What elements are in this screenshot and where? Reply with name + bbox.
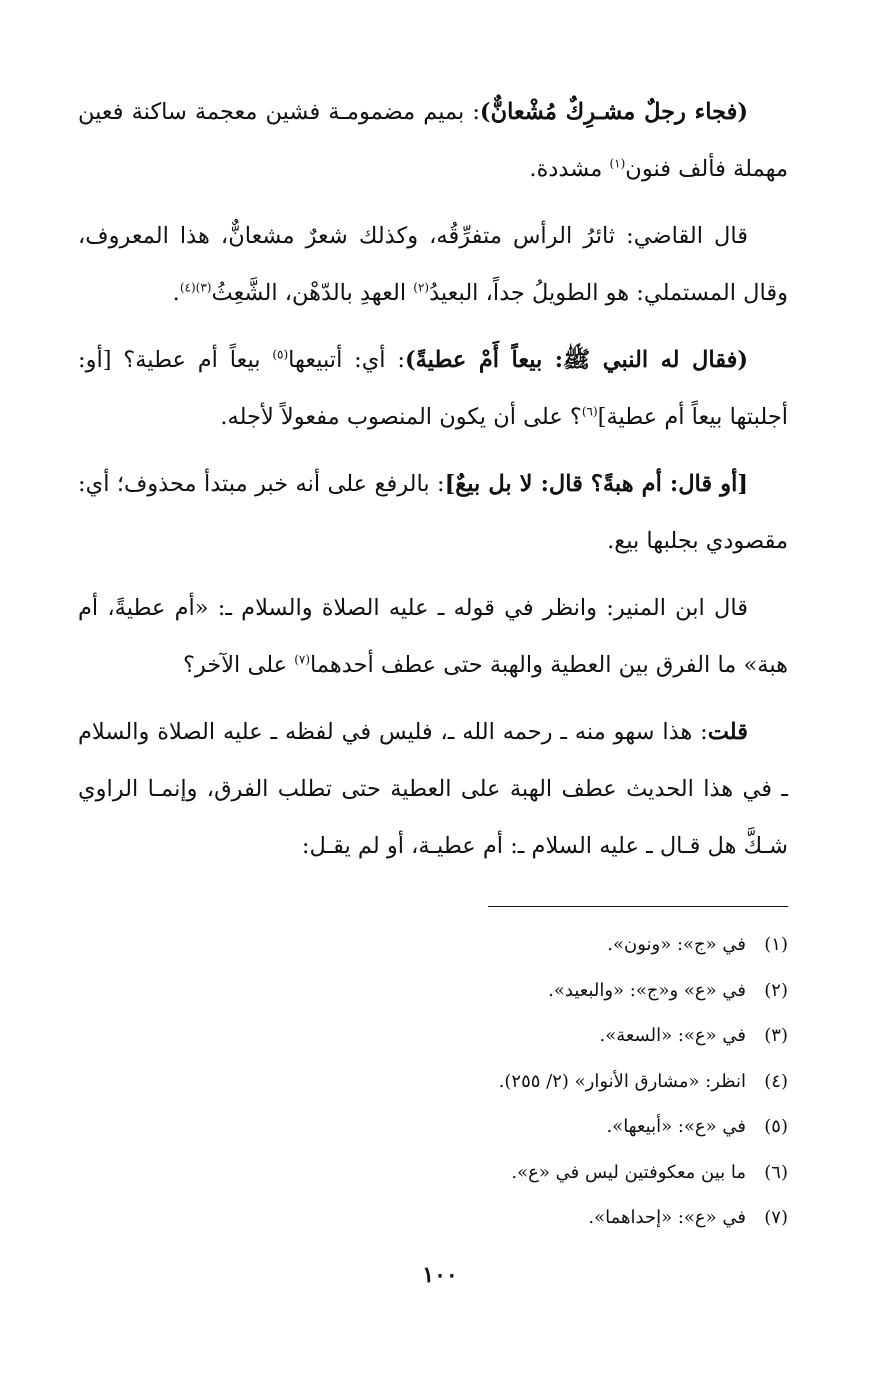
footnote-ref: (٢) (413, 280, 430, 295)
footnote-item (78, 1013, 788, 1059)
footnote-number: (٢) (764, 979, 788, 1001)
quoted-hadith-text: (فقال له النبي ﷺ: بيعاً أَمْ عطيةً) (404, 347, 748, 373)
quoted-hadith-text: [أو قال: أم هبةً؟ قال: لا بل بيعٌ] (444, 471, 748, 497)
footnote-number: (٥) (764, 1116, 788, 1137)
footnote-text: انظر: «مشارق الأنوار» (٢/ ٢٥٥). (498, 1070, 746, 1092)
footnote-item (78, 922, 788, 968)
footnote-ref: (٧) (294, 652, 311, 667)
commentary-text: مشددة. (529, 156, 610, 182)
footnote-ref: (٦) (581, 404, 598, 419)
commentary-text: : بميم مضمومـة فشين معجمة ساكنة فعين مهملة فألف فنون (78, 99, 788, 182)
footnote-text: في «ع» و«ج»: «والبعيد». (548, 979, 746, 1001)
footnote-ref: (٣)(٤) (179, 280, 212, 295)
commentary-text: : بالرفع على أنه خبر مبتدأ محذوف؛ أي: مقصودي بجلبها بيع. (78, 471, 788, 554)
commentary-text: بيعاً أم عطية؟ [أو: أجلبتها بيعاً أم عطية] (78, 347, 788, 430)
footnote-item (78, 1150, 788, 1196)
commentary-text: ؟ على أن يكون المنصوب مفعولاً لأجله. (220, 404, 582, 430)
qultu-label: قلت (707, 719, 748, 745)
commentary-text: . (172, 280, 180, 306)
footnote-number: (٤) (764, 1070, 788, 1092)
footnote-number: (٧) (764, 1207, 788, 1228)
main-text (78, 84, 788, 885)
footnote-text: ما بين معكوفتين ليس في «ع». (511, 1161, 746, 1183)
footnote-ref: (٥) (272, 347, 289, 362)
footnote-item (78, 968, 788, 1014)
commentary-text: على الآخر؟ (182, 652, 295, 678)
paragraph-1 (78, 84, 788, 198)
footnote-text: في «ع»: «إحداهما». (588, 1207, 746, 1228)
footnote-number: (٦) (764, 1161, 788, 1183)
commentary-text: العهدِ بالدّهْن، الشَّعِثُ (211, 280, 414, 306)
footnote-number: (١) (764, 934, 788, 955)
footnote-text: في «ج»: «ونون». (607, 934, 746, 955)
commentary-text: قال القاضي: ثائرُ الرأس متفرِّقُه، وكذلك شعرٌ مشعانٌّ، هذا المعروف، وقال المستملي: هو الطويلُ جداً، البعيدُ (78, 223, 788, 306)
footnote-item (78, 1195, 788, 1241)
commentary-text: : هذا سهو منه ـ رحمه الله ـ، فليس في لفظه ـ عليه الصلاة والسلام ـ في هذا الحديث عطف الهبة على العطية حتى تطلب الفرق، وإنمـا الراوي شـكَّ هل قـال ـ عليه السلام ـ: أم عطيـة، أو لم يقـل: (78, 719, 788, 859)
paragraph-3 (78, 332, 788, 446)
footnote-ref: (١) (609, 156, 626, 171)
footnote-item (78, 1059, 788, 1105)
footnote-item (78, 1104, 788, 1150)
commentary-text: : أي: أتبيعها (288, 347, 405, 373)
footnote-divider (488, 906, 788, 907)
footnote-number: (٣) (764, 1025, 788, 1046)
footnote-text: في «ع»: «أبيعها». (606, 1116, 746, 1137)
paragraph-6 (78, 704, 788, 875)
paragraph-5 (78, 580, 788, 694)
footnote-text: في «ع»: «السعة». (599, 1025, 746, 1046)
quoted-hadith-text: (فجاء رجلٌ مشـرِكٌ مُشْعانٌّ) (479, 99, 748, 125)
page-number: ١٠٠ (422, 1262, 458, 1288)
commentary-text: قال ابن المنير: وانظر في قوله ـ عليه الصلاة والسلام ـ: «أم عطيةً، أم هبة» ما الفرق بين العطية والهبة حتى عطف أحدهما (78, 595, 788, 678)
paragraph-4 (78, 456, 788, 570)
paragraph-2 (78, 208, 788, 322)
footnotes-list (78, 922, 788, 1241)
